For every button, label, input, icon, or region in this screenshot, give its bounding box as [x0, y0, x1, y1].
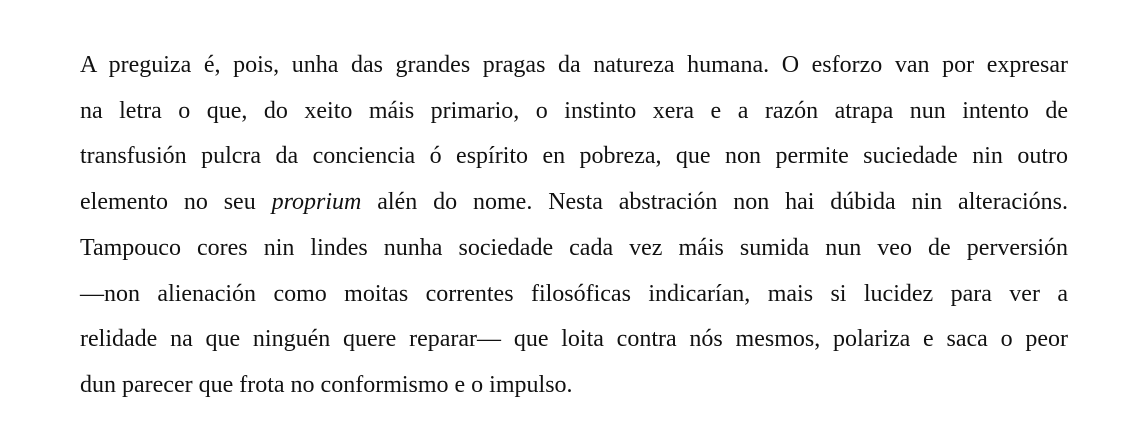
paragraph-line-2: na letra o que, do xeito máis primario, o instinto xera e a razón atrapa nun intento de [80, 97, 1068, 124]
line-4-text-before: elemento no seu [80, 189, 272, 216]
paragraph-line-7: relidade na que ninguén quere reparar— que loita contra nós mesmos, polariza e saca o peor [80, 326, 1068, 353]
italic-term-proprium: proprium [271, 189, 362, 216]
paragraph-line-8: dun parecer que frota no conformismo e o impulso. [80, 371, 573, 398]
paragraph-line-6: —non alienación como moitas correntes filosóficas indicarían, mais si lucidez para ver a [80, 280, 1068, 307]
paragraph-line-5: Tampouco cores nin lindes nunha sociedade cada vez máis sumida nun veo de perversión [80, 234, 1068, 261]
body-paragraph [80, 43, 1068, 409]
paragraph-line-3: transfusión pulcra da conciencia ó espírito en pobreza, que non permite suciedade nin outro [80, 143, 1068, 170]
paragraph-line-4 [80, 180, 1068, 226]
line-4-text-after: alén do nome. Nesta abstración non hai dúbida nin alteracións. [361, 189, 1068, 216]
paragraph-line-1: A preguiza é, pois, unha das grandes pragas da natureza humana. O esforzo van por expresar [80, 52, 1068, 78]
document-page [80, 43, 1068, 409]
